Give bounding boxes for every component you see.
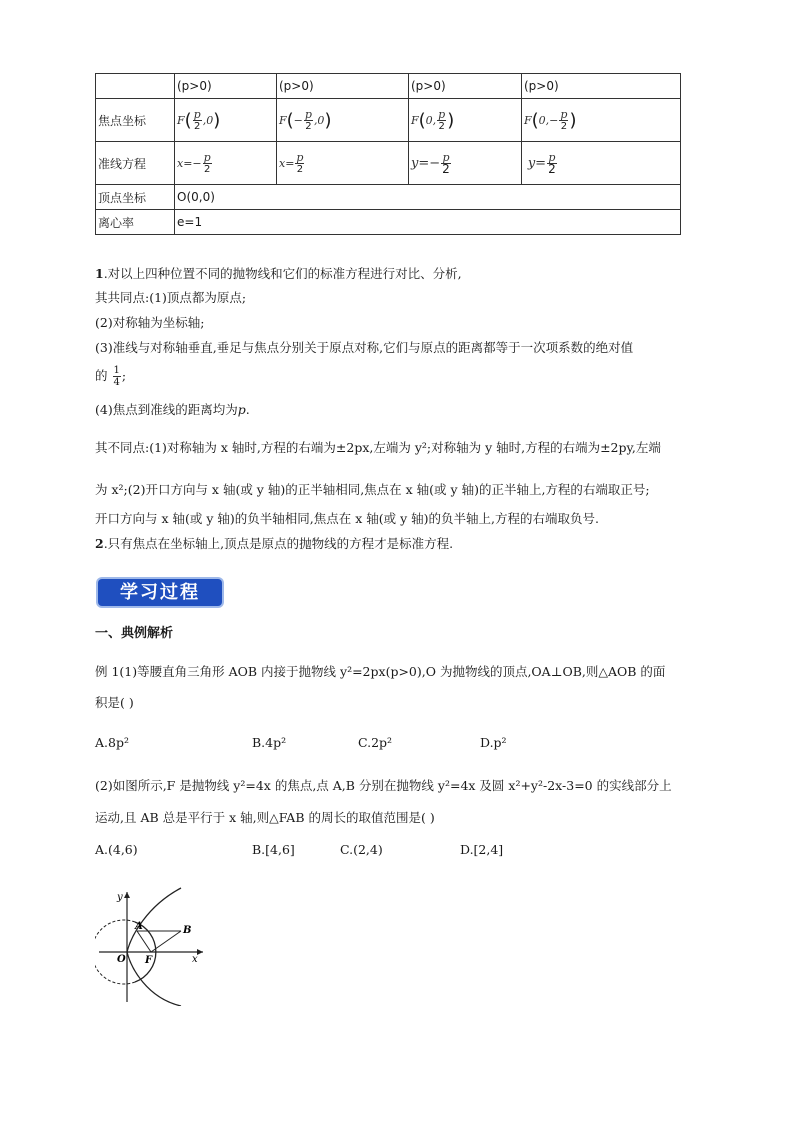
parabola-circle-figure xyxy=(95,886,215,1006)
quarter-fraction: $\frac{1}{4}$ xyxy=(113,365,120,388)
focus-cell-right: F( $\frac{p}{2}$ ,0) xyxy=(175,99,277,142)
common-point-4: (4)焦点到准线的距离均为p. xyxy=(95,402,250,417)
focus-label: 焦点坐标 xyxy=(96,99,175,142)
parabola-lower xyxy=(127,952,181,1006)
option2-a: A.(4,6) xyxy=(95,842,138,857)
label-a: A xyxy=(135,921,143,932)
vertex-value: O(0,0) xyxy=(175,185,681,210)
label-b: B xyxy=(183,925,192,936)
option-d: D.p² xyxy=(480,735,507,750)
fraction: $\frac{p}{2}$ xyxy=(193,107,201,132)
note-1: 1.对以上四种位置不同的抛物线和它们的标准方程进行对比、分析, xyxy=(95,266,462,281)
eccentricity-label: 离心率 xyxy=(96,210,175,235)
directrix-label: 准线方程 xyxy=(96,142,175,185)
difference-line-3: 开口方向与 x 轴(或 y 轴)的负半轴相同,焦点在 x 轴(或 y 轴)的负半轴上,方程的右端取负号. xyxy=(95,511,599,526)
option2-b: B.[4,6] xyxy=(252,842,295,857)
option-c: C.2p² xyxy=(358,735,393,750)
option-b: B.4p² xyxy=(252,735,287,750)
table-header-cell: (p>0) xyxy=(175,74,277,99)
x-axis-arrow xyxy=(197,949,203,955)
focus-cell-down: F(0,− $\frac{p}{2}$ ) xyxy=(522,99,681,142)
common-point-3: (3)准线与对称轴垂直,垂足与焦点分别关于原点对称,它们与原点的距离都等于一次项系数的绝对值 xyxy=(95,340,634,355)
table-row-vertex xyxy=(96,185,681,210)
directrix-cell-right: x=− $\frac{p}{2}$ xyxy=(175,142,277,185)
option2-d: D.[2,4] xyxy=(460,842,504,857)
difference-line-2: 为 x²;(2)开口方向与 x 轴(或 y 轴)的正半轴相同,焦点在 x 轴(或 y 轴)的正半轴上,方程的右端取正号; xyxy=(95,482,650,497)
difference-line-1: 其不同点:(1)对称轴为 x 轴时,方程的右端为±2px,左端为 y²;对称轴为 y 轴时,方程的右端为±2py,左端 xyxy=(95,440,661,455)
segment-fb xyxy=(151,931,181,952)
table-corner-cell xyxy=(96,74,175,99)
directrix-cell-up: y=− $\frac{p}{2}$ xyxy=(409,142,522,185)
y-axis-arrow xyxy=(124,892,130,898)
table-row-directrix xyxy=(96,142,681,185)
directrix-cell-left: x= $\frac{p}{2}$ xyxy=(277,142,409,185)
table-header-cell: (p>0) xyxy=(409,74,522,99)
example-1-question-1: 例 1(1)等腰直角三角形 AOB 内接于抛物线 y²=2px(p>0),O 为抛物线的顶点,OA⊥OB,则△AOB 的面 xyxy=(95,664,666,679)
label-x: x xyxy=(192,954,198,965)
segment-fa xyxy=(137,931,151,952)
focus-cell-up: F(0, $\frac{p}{2}$ ) xyxy=(409,99,522,142)
vertex-label: 顶点坐标 xyxy=(96,185,175,210)
parabola-summary-table xyxy=(95,73,681,235)
option2-c: C.(2,4) xyxy=(340,842,383,857)
table-row-focus xyxy=(96,99,681,142)
table-header-cell: (p>0) xyxy=(277,74,409,99)
example-1-question-1-cont: 积是( ) xyxy=(95,695,134,710)
option-a: A.8p² xyxy=(95,735,129,750)
common-point-1: 其共同点:(1)顶点都为原点; xyxy=(95,290,247,305)
common-point-2: (2)对称轴为坐标轴; xyxy=(95,315,205,330)
note-2: 2.只有焦点在坐标轴上,顶点是原点的抛物线的方程才是标准方程. xyxy=(95,536,454,551)
section-heading: 一、典例解析 xyxy=(95,626,174,641)
example-1-question-2-cont: 运动,且 AB 总是平行于 x 轴,则△FAB 的周长的取值范围是( ) xyxy=(95,810,435,825)
eccentricity-value: e=1 xyxy=(175,210,681,235)
directrix-cell-down: y= $\frac{p}{2}$ xyxy=(522,142,681,185)
common-point-3-cont: 的 $\frac{1}{4}$ ; xyxy=(95,365,127,388)
section-banner: 学习过程 xyxy=(98,579,222,606)
example-1-question-2: (2)如图所示,F 是抛物线 y²=4x 的焦点,点 A,B 分别在抛物线 y²=4x 及圆 x²+y²-2x-3=0 的实线部分上 xyxy=(95,778,672,793)
table-header-cell: (p>0) xyxy=(522,74,681,99)
table-row-eccentricity xyxy=(96,210,681,235)
label-o: O xyxy=(117,954,126,965)
table-header-row xyxy=(96,74,681,99)
label-y: y xyxy=(117,892,123,903)
focus-cell-left: F(− $\frac{p}{2}$ ,0) xyxy=(277,99,409,142)
label-f: F xyxy=(145,955,153,966)
